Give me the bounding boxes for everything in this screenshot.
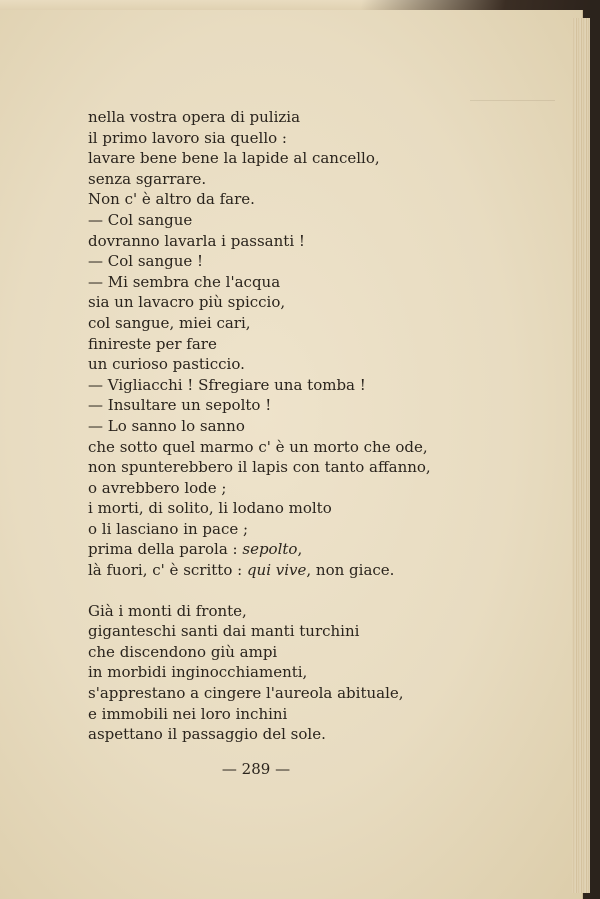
poem-line: — Insultare un sepolto ! — [88, 396, 272, 415]
poem-text — [88, 107, 558, 745]
poem-line: che discendono giù ampi — [88, 642, 278, 661]
poem-line: il primo lavoro sia quello : — [88, 128, 287, 147]
poem-line: — Mi sembra che l'acqua — [88, 272, 281, 291]
poem-line: dovranno lavarla i passanti ! — [88, 231, 305, 250]
poem-line: — Lo sanno lo sanno — [88, 416, 245, 435]
stanza-2 — [88, 601, 558, 745]
line-22-before: prima della parola : — [88, 540, 243, 559]
poem-line: — Col sangue — [88, 210, 193, 229]
poem-line: lavare bene bene la lapide al cancello, — [88, 149, 380, 168]
poem-line: col sangue, miei cari, — [88, 313, 251, 332]
poem-line: o avrebbero lode ; — [88, 478, 227, 497]
line-22-after: , — [297, 540, 303, 559]
poem-line: non spunterebbero il lapis con tanto affanno, — [88, 458, 431, 477]
poem-line: e immobili nei loro inchini — [88, 704, 288, 723]
poem-line: finireste per fare — [88, 334, 217, 353]
poem-line: — Col sangue ! — [88, 252, 204, 271]
stanza-1 — [88, 107, 558, 539]
poem-line: Già i monti di fronte, — [88, 601, 247, 620]
poem-line: giganteschi santi dai manti turchini — [88, 622, 360, 641]
poem-line: sia un lavacro più spiccio, — [88, 293, 286, 312]
poem-line: aspettano il passaggio del sole. — [88, 725, 326, 744]
poem-line: s'apprestano a cingere l'aureola abituale, — [88, 684, 404, 703]
poem-line: un curioso pasticcio. — [88, 355, 245, 374]
poem-line: i morti, di solito, li lodano molto — [88, 499, 332, 518]
page-stack-edge — [572, 18, 592, 893]
page-number: — 289 — — [221, 760, 291, 778]
line-22-italic: sepolto — [242, 540, 298, 559]
stanza-gap — [88, 581, 558, 601]
poem-line: che sotto quel marmo c' è un morto che ode, — [88, 437, 428, 456]
background-margin — [590, 0, 600, 899]
line-23-italic: qui vive — [246, 561, 307, 580]
poem-line: o li lasciano in pace ; — [88, 519, 249, 538]
poem-line-22 — [88, 539, 558, 560]
poem-line: nella vostra opera di pulizia — [88, 108, 301, 126]
poem-line: — Vigliacchi ! Sfregiare una tomba ! — [88, 375, 366, 394]
poem-line: in morbidi inginocchiamenti, — [88, 663, 308, 682]
line-23-before: là fuori, c' è scritto : — [88, 561, 247, 580]
poem-line: senza sgarrare. — [88, 169, 207, 188]
poem-line: Non c' è altro da fare. — [88, 190, 255, 209]
line-23-after: , non giace. — [306, 561, 395, 580]
poem-line-23 — [88, 560, 558, 581]
